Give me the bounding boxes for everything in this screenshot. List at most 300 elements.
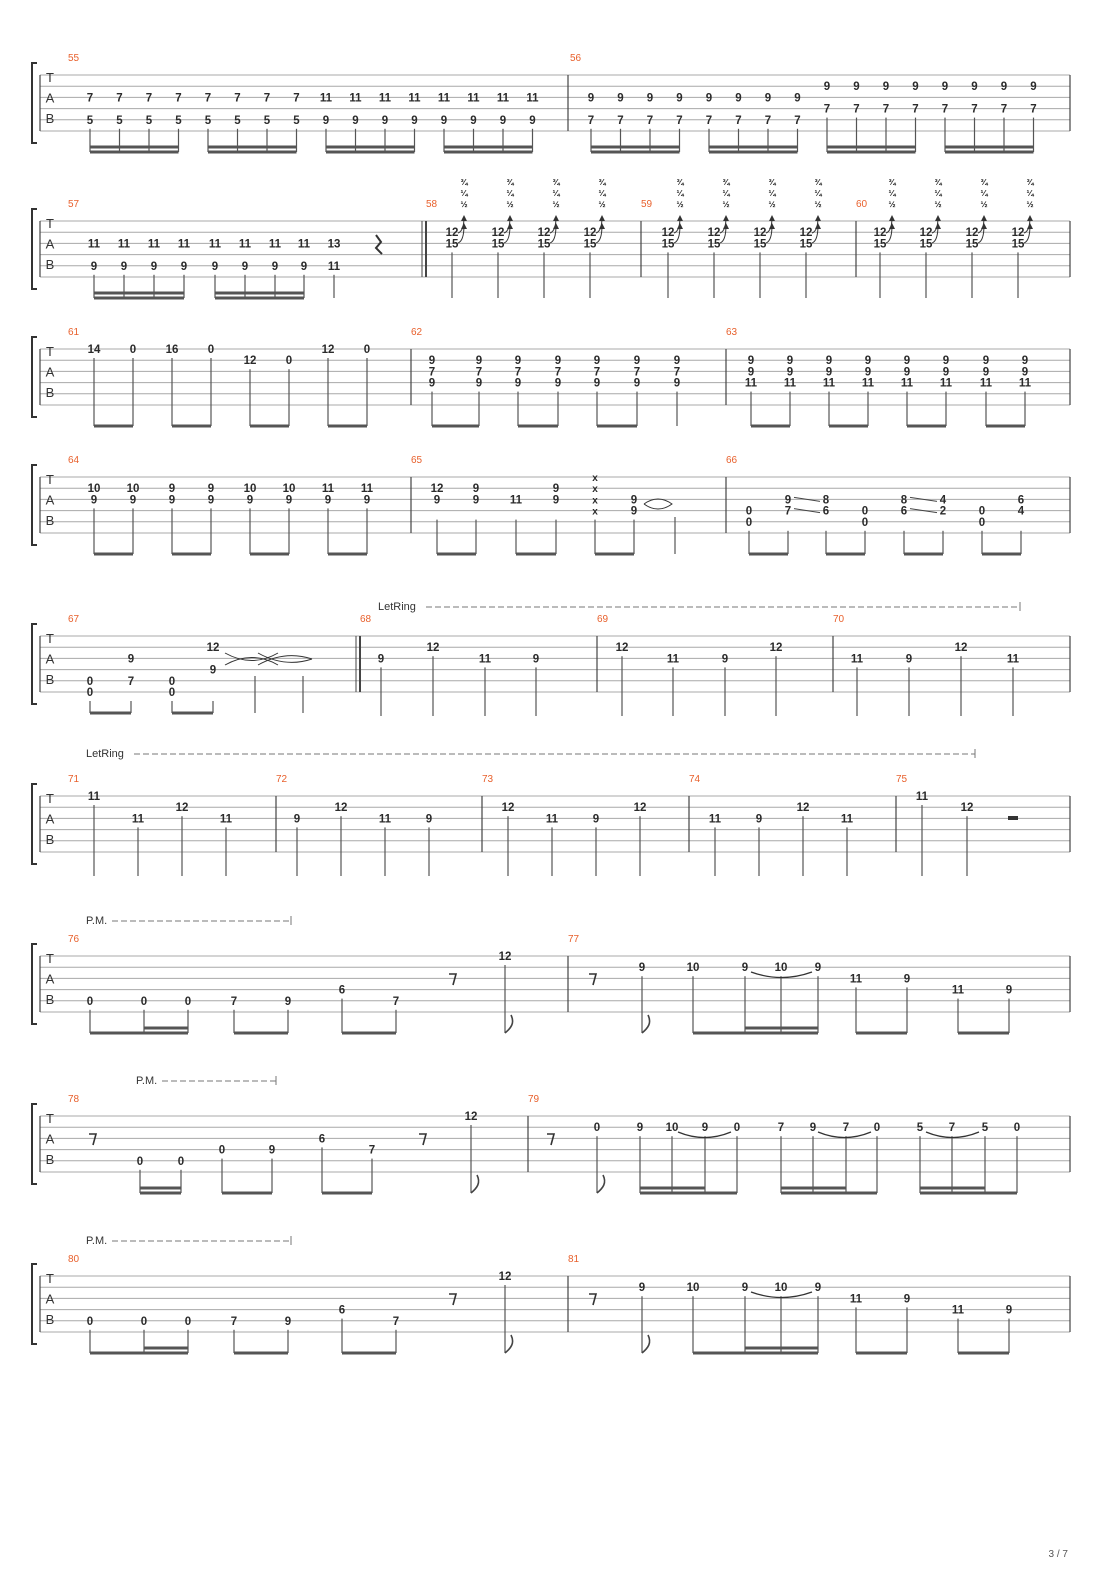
fret-number: 11 [1018, 377, 1032, 390]
fret-number: 7 [941, 103, 949, 116]
fret-number: 9 [912, 81, 919, 94]
beam [94, 297, 184, 300]
fret-number: 9 [1021, 355, 1029, 368]
fret-number: 9 [428, 377, 436, 390]
beam [856, 1032, 907, 1035]
beam [140, 1187, 181, 1190]
fret-number: 10 [686, 1282, 700, 1295]
bend-arrow [553, 223, 559, 229]
fret-number: 12 [1011, 227, 1025, 240]
bend-amount: ¼ [676, 188, 684, 198]
fret-number: 0 [978, 516, 986, 529]
fret-number: 7 [116, 92, 123, 105]
measure-number: 65 [411, 455, 423, 466]
fret-number: 11 [915, 791, 929, 803]
beam [342, 1352, 396, 1355]
fret-number: 9 [514, 377, 522, 390]
beam [444, 146, 533, 149]
bend-amount: ¼ [814, 188, 822, 198]
fret-number: 12 [707, 227, 721, 240]
palm-mute-label: P.M. [86, 1235, 108, 1247]
fret-number: 12 [537, 227, 551, 240]
fret-number: 7 [673, 366, 681, 379]
fret-number: 12 [501, 802, 515, 815]
bend-arrow [889, 223, 895, 229]
fret-number: 11 [850, 653, 864, 666]
fret-number: 9 [475, 355, 483, 368]
bend-amount: ¼ [888, 188, 896, 198]
fret-number: 9 [638, 1282, 646, 1295]
fret-number: 0 [1013, 1122, 1021, 1135]
fret-number: 15 [873, 238, 887, 251]
bend-amount: ¾ [934, 177, 942, 187]
fret-number: 9 [786, 366, 794, 379]
bend-arrow [507, 215, 513, 221]
fret-number: 9 [814, 962, 822, 975]
tab-clef-letter: A [45, 971, 55, 987]
beam [94, 425, 133, 428]
fret-number: 5 [145, 114, 153, 127]
tab-clef-letter: B [45, 832, 55, 847]
system-bracket [32, 63, 37, 143]
measure-number: 58 [426, 199, 438, 210]
fret-number: 11 [783, 377, 797, 390]
beam [591, 151, 680, 154]
fret-number: 9 [352, 114, 359, 127]
fret-number: 0 [86, 1315, 94, 1328]
bend-amount: ¼ [1026, 188, 1034, 198]
bend-amount: ¼ [980, 188, 988, 198]
fret-number: 9 [903, 366, 911, 379]
fret-number: 5 [175, 114, 182, 127]
beam [781, 1187, 846, 1190]
fret-number: 7 [784, 505, 792, 518]
beam [518, 425, 558, 428]
tab-clef-letter: B [45, 111, 55, 126]
fret-number: 9 [747, 366, 755, 379]
fret-number: 7 [971, 103, 978, 116]
fret-number: 7 [735, 114, 742, 127]
fret-number: 7 [428, 366, 436, 379]
fret-number: 7 [475, 366, 483, 379]
fret-number: 9 [825, 355, 833, 368]
measure-number: 55 [68, 53, 80, 64]
fret-number: 9 [1021, 366, 1029, 379]
bend-amount: ¾ [814, 177, 822, 187]
fret-number: 0 [861, 505, 869, 518]
beam [591, 146, 680, 149]
fret-number: 11 [177, 238, 191, 251]
bend-arrow [723, 223, 729, 229]
fret-number: 9 [942, 355, 950, 368]
fret-number: 7 [204, 92, 212, 105]
fret-number: 0 [593, 1122, 601, 1135]
crescendo-hairpin [644, 499, 672, 509]
bend-arrow [935, 215, 941, 221]
staff-system [32, 327, 1070, 428]
tab-clef-letter: T [46, 951, 54, 966]
fret-number: 9 [701, 1122, 709, 1135]
system-bracket [32, 624, 37, 704]
fret-number: 11 [478, 653, 492, 666]
fret-number: 9 [903, 355, 911, 368]
bend-amount: ½ [552, 199, 560, 209]
bend-amount: ¾ [980, 177, 988, 187]
fret-number: 11 [822, 377, 836, 390]
fret-number: 11 [87, 238, 101, 251]
fret-number: 11 [849, 973, 863, 986]
fret-number: 7 [145, 92, 153, 105]
fret-number: 0 [129, 344, 137, 356]
fret-number: 9 [673, 377, 681, 390]
fret-number: 9 [554, 355, 562, 368]
fret-number: 9 [472, 494, 480, 507]
measure-number: 73 [482, 774, 494, 785]
fret-number: 0 [861, 516, 869, 529]
measure-number: 67 [68, 614, 80, 625]
bend-amount: ¼ [934, 188, 942, 198]
fret-number: 7 [1000, 103, 1008, 116]
fret-number: 12 [491, 227, 505, 240]
fret-number: 9 [676, 92, 683, 105]
fret-number: 10 [282, 483, 296, 496]
fret-number: 0 [168, 687, 176, 699]
fret-number: 9 [180, 260, 188, 273]
fret-number: 9 [971, 81, 978, 94]
tab-clef-letter: A [45, 1291, 55, 1307]
fret-number: 0 [136, 1155, 144, 1168]
fret-number: 0 [184, 1315, 192, 1328]
measure-number: 71 [68, 774, 80, 785]
fret-number: 11 [208, 238, 222, 251]
quarter-rest [376, 235, 382, 254]
note-flag [597, 1175, 605, 1193]
fret-number: 11 [496, 92, 510, 105]
fret-number: 0 [140, 1315, 148, 1328]
fret-number: 16 [165, 344, 179, 356]
beam [208, 151, 297, 154]
tab-clef-letter: B [45, 257, 55, 272]
fret-number: 12 [615, 642, 629, 655]
dead-note: x [592, 484, 598, 496]
beam [856, 1352, 907, 1355]
bend-amount: ¾ [460, 177, 468, 187]
fret-number: 9 [1005, 1304, 1013, 1317]
fret-number: 11 [321, 483, 335, 496]
fret-number: 9 [705, 92, 713, 105]
fret-number: 11 [147, 238, 161, 251]
bend-amount: ¾ [888, 177, 896, 187]
bend-arrow [723, 215, 729, 221]
beam [234, 1352, 288, 1355]
beam [904, 553, 943, 556]
bend-amount: ½ [598, 199, 606, 209]
staff-system [32, 177, 1070, 300]
bend-arrow [981, 223, 987, 229]
fret-number: 7 [1030, 103, 1037, 116]
beam [444, 151, 533, 154]
system-bracket [32, 944, 37, 1024]
fret-number: 7 [633, 366, 641, 379]
beam [595, 553, 634, 556]
fret-number: 9 [322, 114, 330, 127]
beam [745, 1027, 818, 1030]
fret-number: 0 [745, 516, 753, 529]
fret-number: 15 [445, 238, 459, 251]
fret-number: 10 [686, 962, 700, 975]
beam [907, 425, 946, 428]
tab-clef-letter: T [46, 70, 54, 85]
tab-clef-letter: T [46, 344, 54, 359]
beam [328, 425, 367, 428]
fret-number: 7 [514, 366, 522, 379]
fret-number: 12 [753, 227, 767, 240]
fret-number: 9 [211, 260, 219, 273]
fret-number: 0 [745, 505, 753, 518]
fret-number: 11 [939, 377, 953, 390]
fret-number: 7 [948, 1122, 956, 1135]
fret-number: 9 [293, 813, 301, 826]
beam [90, 146, 179, 149]
fret-number: 9 [324, 494, 332, 507]
fret-number: 7 [392, 1315, 400, 1328]
tab-clef-letter: T [46, 791, 54, 806]
fret-number: 12 [498, 1271, 512, 1283]
beam [709, 151, 798, 154]
bend-arrow [1027, 215, 1033, 221]
fret-number: 9 [470, 114, 477, 127]
note-flag [505, 1335, 513, 1353]
fret-number: 15 [537, 238, 551, 251]
beam [90, 1352, 188, 1355]
bend-amount: ¼ [552, 188, 560, 198]
tab-clef-letter: A [45, 1131, 55, 1147]
fret-number: 9 [209, 664, 217, 677]
fret-number: 7 [587, 114, 595, 127]
fret-number: 9 [285, 494, 293, 507]
fret-number: 9 [129, 494, 137, 507]
fret-number: 9 [630, 494, 638, 507]
fret-number: 0 [140, 995, 148, 1008]
tab-clef-letter: T [46, 631, 54, 646]
bend-amount: ¾ [722, 177, 730, 187]
fret-number: 9 [942, 366, 950, 379]
beam [745, 1347, 818, 1350]
beam [140, 1192, 181, 1195]
fret-number: 9 [363, 494, 371, 507]
beam [749, 553, 788, 556]
tab-clef-letter: B [45, 385, 55, 400]
fret-number: 0 [177, 1155, 185, 1168]
fret-number: 7 [127, 675, 135, 688]
fret-number: 6 [338, 1304, 346, 1317]
fret-number: 11 [327, 260, 341, 273]
bend-amount: ¼ [768, 188, 776, 198]
fret-number: 7 [263, 92, 271, 105]
fret-number: 14 [87, 344, 101, 356]
fret-number: 10 [665, 1122, 679, 1135]
fret-number: 7 [764, 114, 772, 127]
measure-number: 78 [68, 1094, 80, 1105]
fret-number: 15 [707, 238, 721, 251]
beam [437, 553, 476, 556]
fret-number: 9 [514, 355, 522, 368]
bend-arrow [677, 223, 683, 229]
bend-amount: ½ [768, 199, 776, 209]
fret-number: 11 [900, 377, 914, 390]
fret-number: 15 [799, 238, 813, 251]
fret-number: 9 [268, 1144, 276, 1157]
fret-number: 9 [903, 1293, 911, 1306]
tab-clef-letter: B [45, 1312, 55, 1327]
fret-number: 9 [1030, 81, 1037, 94]
fret-number: 9 [636, 1122, 644, 1135]
let-ring-label: LetRing [86, 748, 124, 760]
fret-number: 9 [617, 92, 624, 105]
bend-arrow [599, 223, 605, 229]
beam [920, 1187, 985, 1190]
bend-arrow [769, 223, 775, 229]
fret-number: 0 [978, 505, 986, 518]
eighth-rest [449, 974, 456, 985]
eighth-rest [419, 1134, 426, 1145]
bend-amount: ¼ [598, 188, 606, 198]
fret-number: 9 [472, 483, 480, 496]
fret-number: 9 [794, 92, 801, 105]
fret-number: 9 [786, 355, 794, 368]
fret-number: 11 [117, 238, 131, 251]
fret-number: 9 [587, 92, 595, 105]
fret-number: 11 [951, 1304, 965, 1317]
bend-amount: ½ [814, 199, 822, 209]
fret-number: 0 [168, 675, 176, 688]
fret-number: 9 [755, 813, 763, 826]
fret-number: 9 [982, 366, 990, 379]
fret-number: 9 [433, 494, 441, 507]
fret-number: 5 [234, 114, 241, 127]
fret-number: 11 [238, 238, 252, 251]
measure-number: 64 [68, 455, 80, 466]
fret-number: 9 [127, 653, 135, 666]
fret-number: 12 [334, 802, 348, 815]
dead-note: x [592, 473, 598, 484]
eighth-rest [89, 1134, 96, 1145]
fret-number: 8 [900, 494, 908, 507]
fret-number: 11 [437, 92, 451, 105]
fret-number: 9 [764, 92, 772, 105]
tab-clef-letter: B [45, 992, 55, 1007]
system-bracket [32, 209, 37, 289]
measure-number: 66 [726, 455, 738, 466]
fret-number: 0 [363, 344, 371, 356]
measure-number: 63 [726, 327, 738, 338]
fret-number: 9 [241, 260, 249, 273]
system-bracket [32, 1264, 37, 1344]
fret-number: 9 [381, 114, 389, 127]
fret-number: 9 [284, 1315, 292, 1328]
fret-number: 7 [617, 114, 624, 127]
fret-number: 12 [321, 344, 335, 356]
fret-number: 7 [853, 103, 860, 116]
measure-number: 69 [597, 614, 609, 625]
bend-arrow [507, 223, 513, 229]
beam [516, 553, 556, 556]
bend-arrow [461, 223, 467, 229]
staff-system [32, 53, 1070, 154]
fret-number: 12 [206, 642, 220, 655]
fret-number: 10 [243, 483, 257, 496]
fret-number: 12 [796, 802, 810, 815]
beam [328, 553, 367, 556]
beam [751, 425, 790, 428]
bend-arrow [599, 215, 605, 221]
beam [250, 425, 289, 428]
fret-number: 0 [873, 1122, 881, 1135]
bend-arrow [815, 215, 821, 221]
beam [432, 425, 479, 428]
fret-number: 9 [853, 81, 860, 94]
beam [640, 1192, 737, 1195]
fret-number: 9 [499, 114, 507, 127]
fret-number: 9 [646, 92, 654, 105]
fret-number: 5 [981, 1122, 989, 1135]
beam [208, 146, 297, 149]
fret-number: 4 [939, 494, 947, 507]
beam [250, 553, 289, 556]
bend-arrow [769, 215, 775, 221]
fret-number: 12 [430, 483, 444, 496]
beam [986, 425, 1025, 428]
fret-number: 11 [526, 92, 539, 105]
fret-number: 6 [822, 505, 830, 518]
fret-number: 9 [630, 505, 638, 518]
fret-number: 9 [741, 1282, 749, 1295]
beam [945, 146, 1034, 149]
fret-number: 11 [131, 813, 145, 826]
fret-number: 13 [327, 238, 341, 251]
palm-mute-label: P.M. [136, 1075, 158, 1087]
fret-number: 0 [218, 1144, 226, 1157]
beam [597, 425, 637, 428]
fret-number: 12 [919, 227, 933, 240]
bend-amount: ¾ [506, 177, 514, 187]
fret-number: 11 [349, 92, 362, 105]
beam [781, 1192, 877, 1195]
eighth-rest [589, 1294, 596, 1305]
beam [326, 146, 415, 149]
bend-amount: ½ [980, 199, 988, 209]
fret-number: 9 [593, 377, 601, 390]
tab-clef-letter: A [45, 90, 55, 106]
fret-number: 9 [168, 483, 176, 496]
system-bracket [32, 337, 37, 417]
measure-number: 61 [68, 327, 80, 338]
fret-number: 12 [583, 227, 597, 240]
bend-amount: ¾ [676, 177, 684, 187]
fret-number: 11 [509, 494, 523, 507]
bend-amount: ¾ [768, 177, 776, 187]
bend-amount: ¾ [1026, 177, 1034, 187]
beam [172, 712, 213, 715]
bend-arrow [889, 215, 895, 221]
fret-number: 12 [498, 951, 512, 963]
tab-clef-letter: T [46, 1111, 54, 1126]
fret-number: 9 [529, 114, 536, 127]
beam [827, 151, 916, 154]
bend-amount: ½ [722, 199, 730, 209]
fret-number: 9 [809, 1122, 817, 1135]
fret-number: 6 [1017, 494, 1025, 507]
